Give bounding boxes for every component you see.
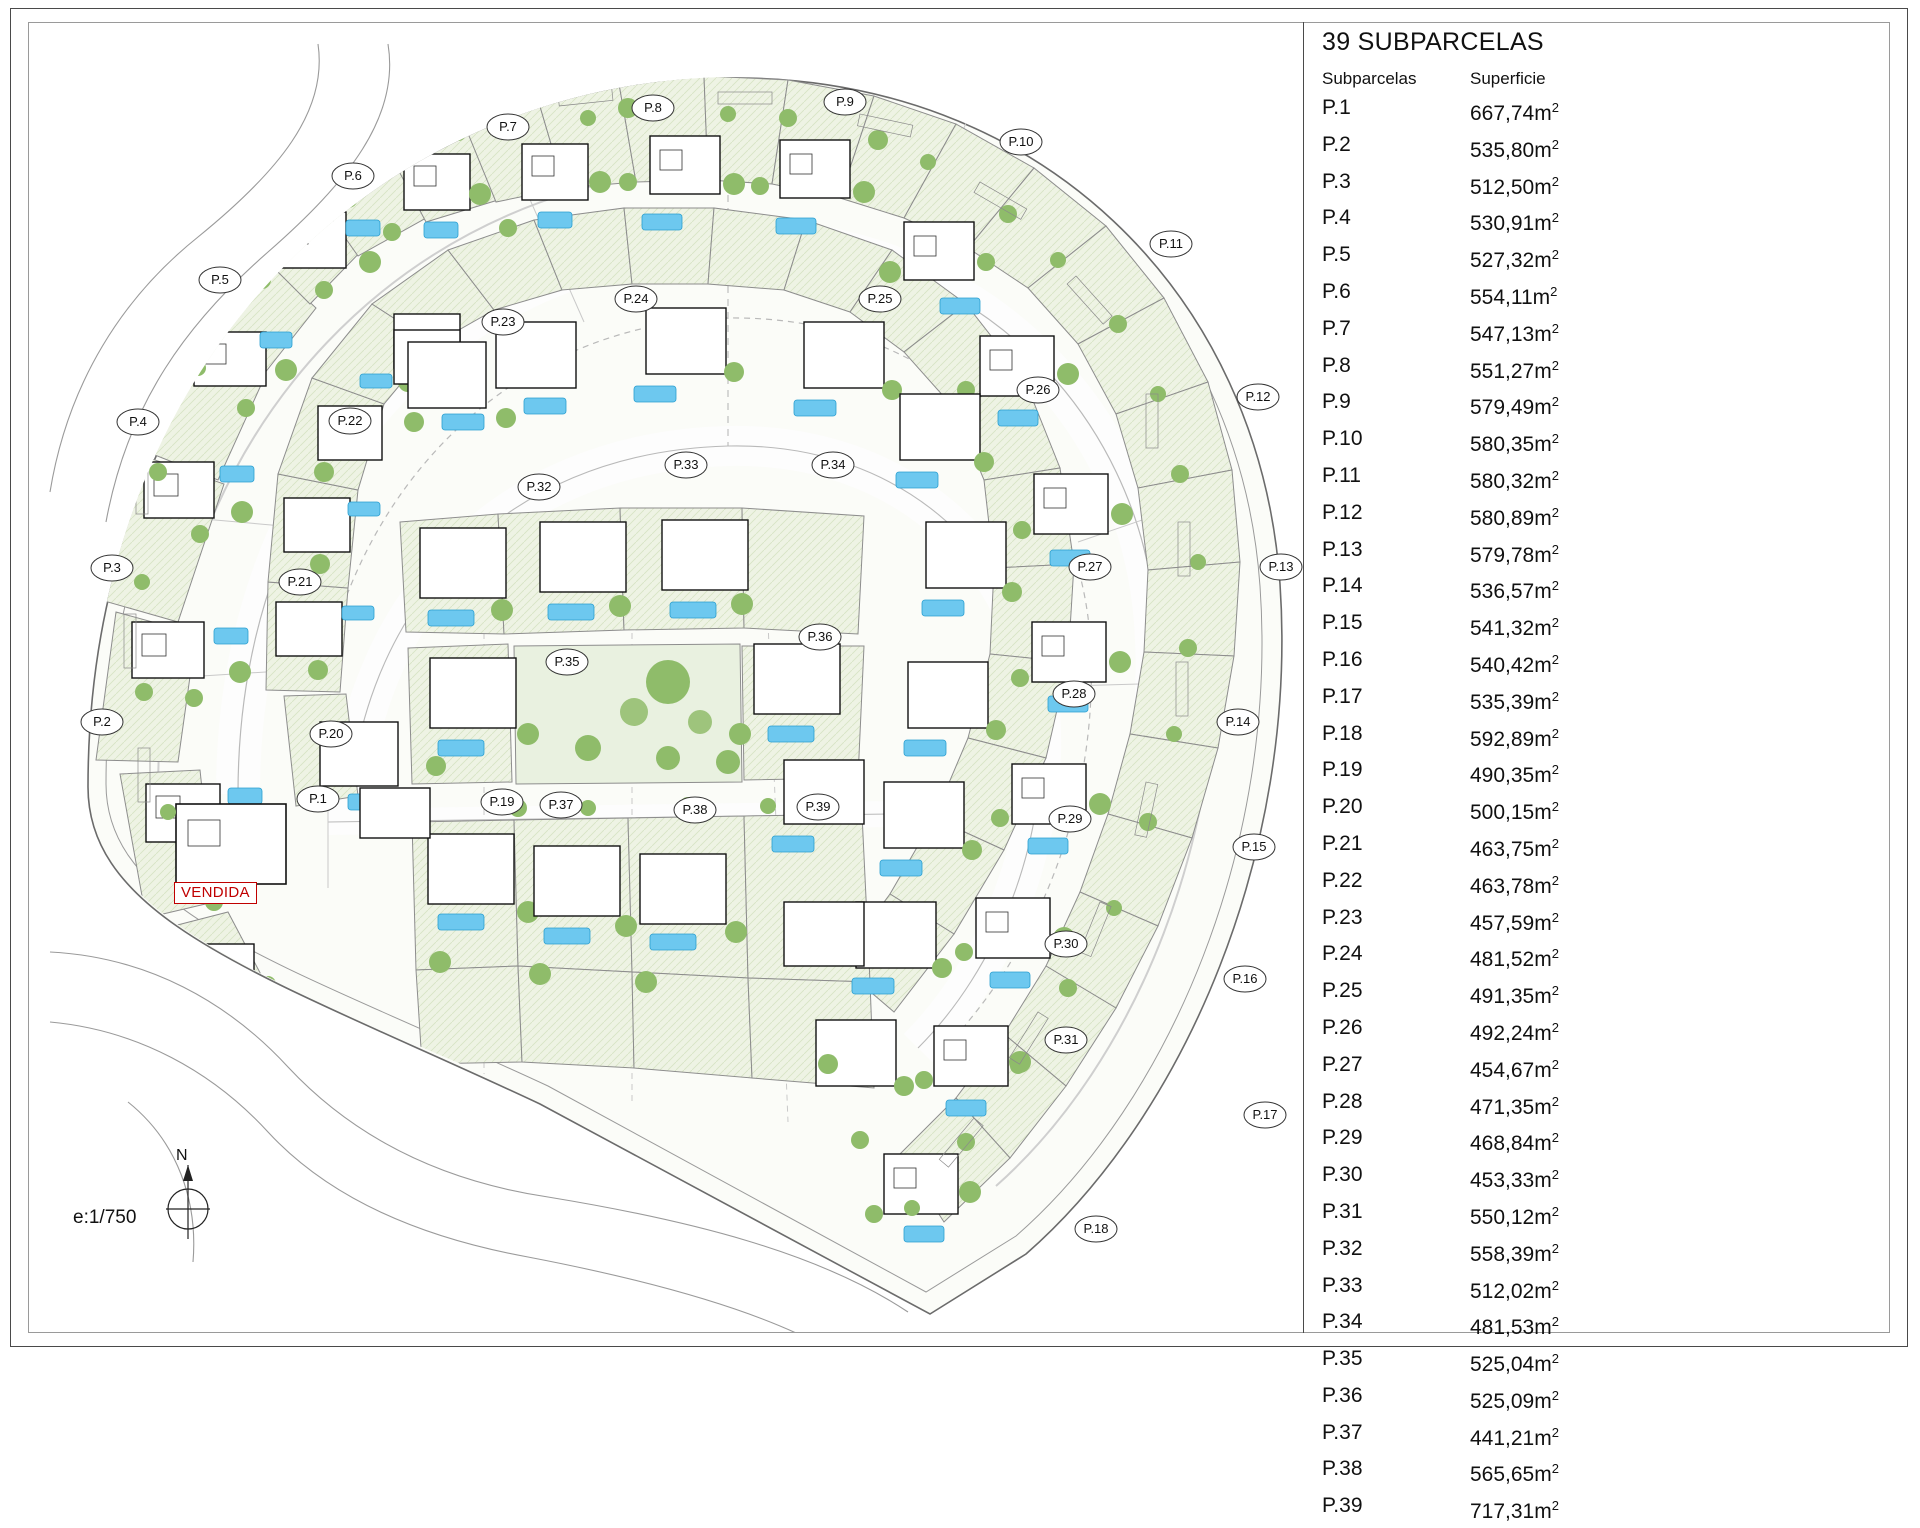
legend-parcel-id: P.34 bbox=[1322, 1310, 1363, 1334]
legend-area-value: 463,78m bbox=[1470, 874, 1552, 898]
legend-parcel-id: P.35 bbox=[1322, 1347, 1363, 1371]
legend-row bbox=[1322, 571, 1882, 608]
plot-marker[interactable] bbox=[487, 114, 529, 140]
legend-row bbox=[1322, 976, 1882, 1013]
legend-area-value: 491,35m bbox=[1470, 985, 1552, 1009]
legend-area-unit-exponent: 2 bbox=[1550, 283, 1558, 299]
legend-parcel-area bbox=[1470, 314, 1690, 351]
legend-row bbox=[1322, 1271, 1882, 1308]
plot-marker[interactable] bbox=[481, 789, 523, 815]
legend-parcel-id: P.25 bbox=[1322, 979, 1363, 1003]
legend-parcel-area bbox=[1470, 167, 1690, 204]
legend-parcel-area bbox=[1470, 866, 1690, 903]
legend-area-value: 468,84m bbox=[1470, 1132, 1552, 1156]
plot-marker-label: P.20 bbox=[318, 726, 344, 741]
plot-marker[interactable] bbox=[117, 409, 159, 435]
plot-marker-label: P.11 bbox=[1158, 236, 1184, 251]
plot-marker[interactable] bbox=[540, 792, 582, 818]
plot-marker[interactable] bbox=[1224, 966, 1266, 992]
plot-marker-label: P.25 bbox=[867, 291, 893, 306]
plot-marker[interactable] bbox=[1017, 377, 1059, 403]
plot-marker[interactable] bbox=[332, 163, 374, 189]
plot-marker[interactable] bbox=[799, 624, 841, 650]
legend-area-value: 550,12m bbox=[1470, 1205, 1552, 1229]
legend-parcel-area bbox=[1470, 240, 1690, 277]
legend-parcel-id: P.37 bbox=[1322, 1420, 1363, 1444]
plot-marker-label: P.12 bbox=[1245, 389, 1271, 404]
legend-parcel-area bbox=[1470, 903, 1690, 940]
plot-marker-label: P.15 bbox=[1241, 839, 1267, 854]
legend-area-value: 580,32m bbox=[1470, 469, 1552, 493]
legend-area-value: 580,35m bbox=[1470, 433, 1552, 457]
legend-parcel-area bbox=[1470, 939, 1690, 976]
legend-area-value: 481,52m bbox=[1470, 948, 1552, 972]
legend-area-unit-exponent: 2 bbox=[1551, 1351, 1559, 1367]
legend-parcel-id: P.19 bbox=[1322, 758, 1363, 782]
plot-marker[interactable] bbox=[1045, 931, 1087, 957]
legend-parcel-id: P.27 bbox=[1322, 1052, 1363, 1076]
legend-parcel-id: P.15 bbox=[1322, 611, 1363, 635]
legend-area-value: 717,31m bbox=[1470, 1500, 1552, 1524]
plot-marker-label: P.30 bbox=[1053, 936, 1079, 951]
legend-parcel-area bbox=[1470, 1234, 1690, 1271]
legend-row bbox=[1322, 866, 1882, 903]
legend-row bbox=[1322, 682, 1882, 719]
legend-area-unit-exponent: 2 bbox=[1551, 578, 1559, 594]
plot-marker[interactable] bbox=[1150, 231, 1192, 257]
legend-row bbox=[1322, 167, 1882, 204]
legend-row bbox=[1322, 903, 1882, 940]
legend-area-unit-exponent: 2 bbox=[1551, 357, 1559, 373]
plot-marker-label: P.27 bbox=[1077, 559, 1103, 574]
plot-marker-label: P.23 bbox=[490, 314, 516, 329]
plot-marker-label: P.35 bbox=[554, 654, 580, 669]
plot-marker[interactable] bbox=[797, 794, 839, 820]
plot-marker-label: P.29 bbox=[1057, 811, 1083, 826]
plot-marker-label: P.26 bbox=[1025, 382, 1051, 397]
legend-row bbox=[1322, 351, 1882, 388]
legend-parcel-area bbox=[1470, 1271, 1690, 1308]
plot-marker-label: P.6 bbox=[344, 168, 362, 183]
plot-marker-label: P.36 bbox=[807, 629, 833, 644]
legend-parcel-id: P.10 bbox=[1322, 427, 1363, 451]
legend-area-value: 536,57m bbox=[1470, 580, 1552, 604]
legend-parcel-area bbox=[1470, 93, 1690, 130]
plot-marker-label: P.10 bbox=[1008, 134, 1034, 149]
legend-row bbox=[1322, 93, 1882, 130]
legend-row bbox=[1322, 1160, 1882, 1197]
legend-area-unit-exponent: 2 bbox=[1551, 1277, 1559, 1293]
legend-area-value: 463,75m bbox=[1470, 837, 1552, 861]
legend-area-unit-exponent: 2 bbox=[1551, 431, 1559, 447]
legend-area-unit-exponent: 2 bbox=[1551, 1056, 1559, 1072]
legend-area-value: 525,09m bbox=[1470, 1389, 1552, 1413]
plot-marker[interactable] bbox=[632, 95, 674, 121]
legend-area-value: 525,04m bbox=[1470, 1353, 1552, 1377]
legend-area-unit-exponent: 2 bbox=[1551, 173, 1559, 189]
plot-marker[interactable] bbox=[279, 569, 321, 595]
legend-area-unit-exponent: 2 bbox=[1551, 762, 1559, 778]
legend-area-unit-exponent: 2 bbox=[1551, 100, 1559, 115]
legend-area-unit-exponent: 2 bbox=[1551, 909, 1559, 925]
legend-row bbox=[1322, 130, 1882, 167]
legend-row bbox=[1322, 1197, 1882, 1234]
legend-parcel-area bbox=[1470, 1197, 1690, 1234]
scale-label: e:1/750 bbox=[73, 1207, 137, 1228]
legend-parcel-id: P.33 bbox=[1322, 1273, 1363, 1297]
legend-area-value: 551,27m bbox=[1470, 359, 1552, 383]
plot-marker[interactable] bbox=[1069, 554, 1111, 580]
legend-row bbox=[1322, 461, 1882, 498]
legend-parcel-id: P.36 bbox=[1322, 1383, 1363, 1407]
plan-svg bbox=[28, 22, 1303, 1333]
plot-marker-label: P.39 bbox=[805, 799, 831, 814]
legend-area-value: 454,67m bbox=[1470, 1058, 1552, 1082]
legend-parcel-area bbox=[1470, 1307, 1690, 1344]
plot-marker[interactable] bbox=[812, 452, 854, 478]
legend-row-list bbox=[1322, 93, 1882, 1528]
plot-marker[interactable] bbox=[310, 721, 352, 747]
legend-parcel-id: P.11 bbox=[1322, 463, 1361, 487]
legend-area-unit-exponent: 2 bbox=[1551, 1130, 1559, 1146]
plot-marker-label: P.4 bbox=[129, 414, 147, 429]
plot-marker[interactable] bbox=[1244, 1102, 1286, 1128]
plot-marker-label: P.8 bbox=[644, 100, 662, 115]
legend-header-superficie: Superficie bbox=[1470, 69, 1546, 88]
legend-row bbox=[1322, 1307, 1882, 1344]
plot-marker-label: P.1 bbox=[309, 791, 327, 806]
legend-parcel-area bbox=[1470, 1013, 1690, 1050]
legend-parcel-area bbox=[1470, 792, 1690, 829]
legend-parcel-id: P.4 bbox=[1322, 206, 1351, 230]
parcel-legend bbox=[1322, 28, 1882, 1524]
plot-marker-label: P.31 bbox=[1053, 1032, 1079, 1047]
legend-parcel-area bbox=[1470, 571, 1690, 608]
legend-row bbox=[1322, 645, 1882, 682]
legend-area-unit-exponent: 2 bbox=[1551, 1167, 1559, 1183]
legend-area-value: 530,91m bbox=[1470, 212, 1552, 236]
legend-parcel-id: P.3 bbox=[1322, 169, 1351, 193]
legend-parcel-area bbox=[1470, 1160, 1690, 1197]
legend-header-subparcelas: Subparcelas bbox=[1322, 69, 1417, 88]
legend-area-unit-exponent: 2 bbox=[1551, 835, 1559, 851]
legend-row bbox=[1322, 1013, 1882, 1050]
legend-area-unit-exponent: 2 bbox=[1551, 504, 1559, 520]
legend-row bbox=[1322, 277, 1882, 314]
plot-marker-label: P.7 bbox=[499, 119, 517, 134]
legend-area-value: 490,35m bbox=[1470, 764, 1552, 788]
legend-parcel-area bbox=[1470, 829, 1690, 866]
plot-marker[interactable] bbox=[297, 786, 339, 812]
plot-marker[interactable] bbox=[674, 797, 716, 823]
legend-area-value: 558,39m bbox=[1470, 1242, 1552, 1266]
legend-row bbox=[1322, 755, 1882, 792]
legend-row bbox=[1322, 1123, 1882, 1160]
plot-marker-label: P.5 bbox=[211, 272, 229, 287]
legend-row bbox=[1322, 1050, 1882, 1087]
plot-marker[interactable] bbox=[824, 89, 866, 115]
sold-badge: VENDIDA bbox=[174, 882, 257, 904]
legend-parcel-id: P.18 bbox=[1322, 721, 1363, 745]
legend-area-value: 527,32m bbox=[1470, 249, 1552, 273]
plot-marker-label: P.2 bbox=[93, 714, 111, 729]
north-arrow bbox=[158, 1147, 218, 1242]
legend-parcel-id: P.6 bbox=[1322, 279, 1351, 303]
legend-title: 39 SUBPARCELAS bbox=[1322, 28, 1544, 56]
legend-area-value: 565,65m bbox=[1470, 1463, 1552, 1487]
legend-area-value: 554,11m bbox=[1470, 285, 1551, 309]
legend-parcel-id: P.22 bbox=[1322, 868, 1363, 892]
legend-row bbox=[1322, 1087, 1882, 1124]
plot-marker-label: P.28 bbox=[1061, 686, 1087, 701]
legend-row bbox=[1322, 203, 1882, 240]
legend-row bbox=[1322, 608, 1882, 645]
plot-marker-label: P.17 bbox=[1252, 1107, 1278, 1122]
legend-parcel-id: P.1 bbox=[1322, 96, 1351, 119]
legend-area-unit-exponent: 2 bbox=[1551, 1424, 1559, 1440]
plot-marker-label: P.21 bbox=[287, 574, 313, 589]
legend-parcel-id: P.7 bbox=[1322, 316, 1351, 340]
legend-area-unit-exponent: 2 bbox=[1551, 1203, 1559, 1219]
legend-parcel-area bbox=[1470, 1123, 1690, 1160]
legend-area-value: 579,49m bbox=[1470, 396, 1552, 420]
plot-marker[interactable] bbox=[615, 286, 657, 312]
plot-marker-label: P.34 bbox=[820, 457, 846, 472]
legend-area-unit-exponent: 2 bbox=[1551, 1461, 1559, 1477]
legend-parcel-area bbox=[1470, 1087, 1690, 1124]
legend-parcel-id: P.9 bbox=[1322, 390, 1351, 414]
legend-parcel-area bbox=[1470, 1344, 1690, 1381]
legend-parcel-id: P.38 bbox=[1322, 1457, 1363, 1481]
legend-parcel-id: P.30 bbox=[1322, 1163, 1363, 1187]
legend-parcel-area bbox=[1470, 755, 1690, 792]
plot-marker[interactable] bbox=[1260, 554, 1302, 580]
legend-parcel-id: P.13 bbox=[1322, 537, 1363, 561]
legend-area-value: 592,89m bbox=[1470, 727, 1552, 751]
plot-marker-label: P.22 bbox=[337, 413, 363, 428]
legend-area-unit-exponent: 2 bbox=[1551, 394, 1559, 410]
legend-row bbox=[1322, 792, 1882, 829]
legend-area-unit-exponent: 2 bbox=[1551, 1498, 1559, 1514]
legend-area-value: 535,80m bbox=[1470, 138, 1552, 162]
plot-marker-label: P.19 bbox=[489, 794, 515, 809]
legend-area-unit-exponent: 2 bbox=[1551, 946, 1559, 962]
site-plan-drawing bbox=[28, 22, 1303, 1333]
legend-area-value: 580,89m bbox=[1470, 506, 1552, 530]
legend-parcel-area bbox=[1470, 645, 1690, 682]
legend-row bbox=[1322, 1454, 1882, 1491]
legend-area-unit-exponent: 2 bbox=[1551, 210, 1559, 226]
legend-parcel-id: P.12 bbox=[1322, 500, 1363, 524]
legend-area-value: 500,15m bbox=[1470, 801, 1552, 825]
legend-area-value: 471,35m bbox=[1470, 1095, 1552, 1119]
plot-marker[interactable] bbox=[81, 709, 123, 735]
legend-parcel-id: P.17 bbox=[1322, 684, 1363, 708]
legend-row bbox=[1322, 535, 1882, 572]
legend-area-value: 441,21m bbox=[1470, 1426, 1552, 1450]
legend-parcel-id: P.16 bbox=[1322, 647, 1363, 671]
plot-marker[interactable] bbox=[1075, 1216, 1117, 1242]
plot-marker-label: P.16 bbox=[1232, 971, 1258, 986]
plot-marker-label: P.37 bbox=[548, 797, 574, 812]
legend-area-value: 457,59m bbox=[1470, 911, 1552, 935]
legend-parcel-id: P.23 bbox=[1322, 905, 1363, 929]
legend-parcel-id: P.2 bbox=[1322, 132, 1351, 156]
legend-parcel-id: P.32 bbox=[1322, 1236, 1363, 1260]
legend-area-unit-exponent: 2 bbox=[1551, 1093, 1559, 1109]
legend-parcel-area bbox=[1470, 1381, 1690, 1418]
legend-area-value: 667,74m bbox=[1470, 102, 1552, 125]
legend-area-unit-exponent: 2 bbox=[1551, 320, 1559, 336]
legend-parcel-id: P.26 bbox=[1322, 1015, 1363, 1039]
plot-marker[interactable] bbox=[1049, 806, 1091, 832]
legend-area-value: 453,33m bbox=[1470, 1169, 1552, 1193]
legend-area-value: 492,24m bbox=[1470, 1021, 1552, 1045]
legend-area-unit-exponent: 2 bbox=[1551, 467, 1559, 483]
legend-parcel-id: P.29 bbox=[1322, 1126, 1363, 1150]
legend-area-unit-exponent: 2 bbox=[1551, 1019, 1559, 1035]
legend-parcel-id: P.21 bbox=[1322, 831, 1363, 855]
plot-marker-label: P.33 bbox=[673, 457, 699, 472]
legend-area-value: 540,42m bbox=[1470, 653, 1552, 677]
legend-area-unit-exponent: 2 bbox=[1551, 1387, 1559, 1403]
plan-legend-divider bbox=[1303, 22, 1304, 1333]
plot-marker-label: P.9 bbox=[836, 94, 854, 109]
legend-parcel-area bbox=[1470, 682, 1690, 719]
legend-area-unit-exponent: 2 bbox=[1551, 247, 1559, 263]
legend-parcel-id: P.20 bbox=[1322, 795, 1363, 819]
plot-marker[interactable] bbox=[1233, 834, 1275, 860]
legend-parcel-area bbox=[1470, 351, 1690, 388]
legend-row bbox=[1322, 939, 1882, 976]
legend-parcel-id: P.31 bbox=[1322, 1199, 1363, 1223]
legend-parcel-area bbox=[1470, 719, 1690, 756]
legend-row bbox=[1322, 424, 1882, 461]
legend-parcel-area bbox=[1470, 1050, 1690, 1087]
legend-row bbox=[1322, 719, 1882, 756]
legend-area-unit-exponent: 2 bbox=[1551, 799, 1559, 815]
legend-parcel-area bbox=[1470, 976, 1690, 1013]
legend-parcel-area bbox=[1470, 608, 1690, 645]
legend-parcel-area bbox=[1470, 277, 1690, 314]
legend-parcel-area bbox=[1470, 1418, 1690, 1455]
plot-marker-label: P.13 bbox=[1268, 559, 1294, 574]
legend-area-value: 512,50m bbox=[1470, 175, 1552, 199]
plot-marker[interactable] bbox=[1217, 709, 1259, 735]
plot-marker[interactable] bbox=[91, 555, 133, 581]
legend-area-unit-exponent: 2 bbox=[1551, 872, 1559, 888]
north-letter: N bbox=[176, 1147, 188, 1164]
plot-marker[interactable] bbox=[482, 309, 524, 335]
legend-row bbox=[1322, 829, 1882, 866]
legend-row bbox=[1322, 1418, 1882, 1455]
plot-marker[interactable] bbox=[1053, 681, 1095, 707]
legend-row bbox=[1322, 314, 1882, 351]
legend-area-unit-exponent: 2 bbox=[1551, 983, 1559, 999]
legend-area-unit-exponent: 2 bbox=[1551, 1240, 1559, 1256]
legend-parcel-area bbox=[1470, 1454, 1690, 1491]
plot-marker[interactable] bbox=[1045, 1027, 1087, 1053]
north-arrow-svg bbox=[158, 1147, 218, 1242]
legend-area-unit-exponent: 2 bbox=[1551, 615, 1559, 631]
legend-parcel-id: P.14 bbox=[1322, 574, 1363, 598]
legend-column-headers bbox=[1322, 69, 1882, 89]
legend-area-unit-exponent: 2 bbox=[1551, 651, 1559, 667]
legend-area-value: 579,78m bbox=[1470, 543, 1552, 567]
plot-marker[interactable] bbox=[1237, 384, 1279, 410]
legend-parcel-area bbox=[1470, 203, 1690, 240]
legend-parcel-area bbox=[1470, 498, 1690, 535]
legend-parcel-id: P.28 bbox=[1322, 1089, 1363, 1113]
legend-area-unit-exponent: 2 bbox=[1551, 1314, 1559, 1330]
plot-marker[interactable] bbox=[665, 452, 707, 478]
legend-row bbox=[1322, 1344, 1882, 1381]
legend-row bbox=[1322, 1491, 1882, 1528]
plot-marker[interactable] bbox=[329, 408, 371, 434]
plot-marker-label: P.38 bbox=[682, 802, 708, 817]
legend-row bbox=[1322, 240, 1882, 277]
legend-parcel-id: P.24 bbox=[1322, 942, 1363, 966]
plot-marker-label: P.3 bbox=[103, 560, 121, 575]
plot-marker-label: P.14 bbox=[1225, 714, 1251, 729]
plot-marker[interactable] bbox=[859, 286, 901, 312]
legend-area-value: 535,39m bbox=[1470, 690, 1552, 714]
plot-marker[interactable] bbox=[546, 649, 588, 675]
legend-parcel-area bbox=[1470, 130, 1690, 167]
legend-parcel-area bbox=[1470, 1491, 1690, 1528]
legend-parcel-id: P.5 bbox=[1322, 243, 1351, 267]
legend-area-unit-exponent: 2 bbox=[1551, 136, 1559, 152]
legend-row bbox=[1322, 1234, 1882, 1271]
legend-area-value: 547,13m bbox=[1470, 322, 1552, 346]
legend-area-unit-exponent: 2 bbox=[1551, 688, 1559, 704]
legend-row bbox=[1322, 1381, 1882, 1418]
legend-parcel-id: P.39 bbox=[1322, 1494, 1363, 1518]
plot-marker[interactable] bbox=[199, 267, 241, 293]
legend-row bbox=[1322, 387, 1882, 424]
plot-marker[interactable] bbox=[518, 474, 560, 500]
legend-area-unit-exponent: 2 bbox=[1551, 541, 1559, 557]
legend-parcel-id: P.8 bbox=[1322, 353, 1351, 377]
legend-parcel-area bbox=[1470, 387, 1690, 424]
legend-area-value: 512,02m bbox=[1470, 1279, 1552, 1303]
legend-parcel-area bbox=[1470, 461, 1690, 498]
plot-marker-label: P.24 bbox=[623, 291, 649, 306]
legend-area-value: 481,53m bbox=[1470, 1316, 1552, 1340]
legend-row bbox=[1322, 498, 1882, 535]
plot-marker-label: P.18 bbox=[1083, 1221, 1109, 1236]
legend-parcel-area bbox=[1470, 424, 1690, 461]
legend-parcel-area bbox=[1470, 535, 1690, 572]
plot-marker[interactable] bbox=[1000, 129, 1042, 155]
legend-area-unit-exponent: 2 bbox=[1551, 725, 1559, 741]
legend-area-value: 541,32m bbox=[1470, 617, 1552, 641]
plot-marker-label: P.32 bbox=[526, 479, 552, 494]
